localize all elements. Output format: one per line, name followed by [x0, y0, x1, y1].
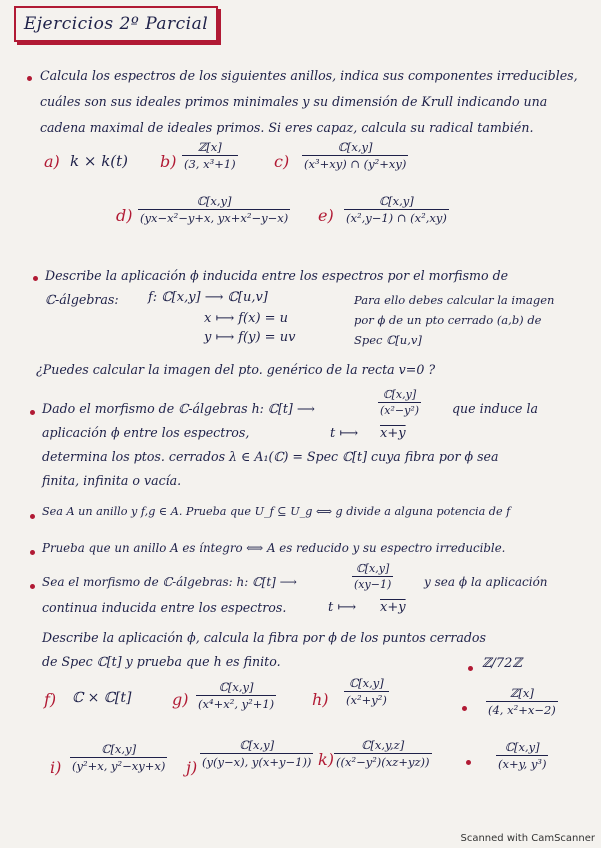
- fraction-bar: [486, 701, 558, 702]
- item-c-den: (x³+xy) ∩ (y²+xy): [304, 157, 407, 172]
- item-f-expr: ℂ × ℂ[t]: [72, 690, 132, 706]
- item-c-label: c): [274, 152, 290, 171]
- zx-num: ℤ[x]: [509, 686, 534, 700]
- item-g-label: g): [172, 690, 189, 709]
- item-b-fraction: [182, 140, 238, 171]
- item-k-den: ((x²−y²)(xz+yz)): [336, 755, 430, 770]
- z72-ring: ℤ/72ℤ: [482, 656, 522, 671]
- ex6-line-1: Sea el morfismo de ℂ-álgebras: h: ℂ[t] ⟶: [42, 575, 297, 589]
- ex3-line-3: determina los ptos. cerrados λ ∈ A₁(ℂ) = Spec ℂ[t] cuya fibra por ϕ sea: [42, 449, 499, 464]
- ex2-side-note-1: Para ello debes calcular la imagen: [354, 293, 555, 307]
- ex2-line-1: Describe la aplicación ϕ inducida entre los espectros por el morfismo de: [45, 268, 509, 283]
- fraction-bar: [196, 695, 276, 696]
- item-e-label: e): [318, 206, 334, 225]
- fraction-bar: [138, 209, 290, 210]
- fraction-bar: [182, 155, 238, 156]
- ex2-side-note-2: por ϕ de un pto cerrado (a,b) de: [354, 313, 542, 327]
- item-a-label: a): [44, 152, 60, 171]
- ex3-line-4: finita, infinita o vacía.: [42, 473, 182, 488]
- bullet: [27, 76, 32, 81]
- item-d-fraction: [138, 194, 290, 225]
- item-j-label: j): [186, 758, 198, 777]
- item-h-label: h): [312, 690, 329, 709]
- cxy-num: ℂ[x,y]: [504, 740, 540, 754]
- item-e-num: ℂ[x,y]: [379, 194, 414, 208]
- zx-ring-fraction: [486, 686, 558, 717]
- item-h-den: (x²+y²): [346, 693, 387, 708]
- item-c-fraction: [302, 140, 408, 171]
- ex2-map-x: x ⟼ f(x) = u: [204, 311, 289, 326]
- item-k-label: k): [318, 750, 334, 769]
- item-e-den: (x²,y−1) ∩ (x²,xy): [346, 211, 447, 226]
- ex2-question: ¿Puedes calcular la imagen del pto. genérico de la recta v=0 ?: [36, 362, 436, 377]
- ex6-line-3: Describe la aplicación ϕ, calcula la fibra por ϕ de los puntos cerrados: [42, 630, 486, 645]
- item-b-label: b): [160, 152, 177, 171]
- bullet: [30, 550, 35, 555]
- bullet: [30, 584, 35, 589]
- ex3-line-1-tail: que induce la: [452, 401, 538, 416]
- ex5-line: Prueba que un anillo A es íntegro ⟺ A es reducido y su espectro irreducible.: [42, 541, 506, 555]
- item-b-den: (3, x³+1): [184, 157, 236, 172]
- item-d-label: d): [116, 206, 133, 225]
- fraction-bar: [200, 753, 313, 754]
- item-j-num: ℂ[x,y]: [239, 738, 275, 752]
- ex3-frac-den: (x²−y²): [380, 404, 420, 418]
- ex2-line-2: ℂ-álgebras:: [45, 292, 119, 307]
- ex6-codomain-fraction: [352, 562, 393, 591]
- item-h-num: ℂ[x,y]: [349, 676, 384, 690]
- item-i-den: (y²+x, y²−xy+x): [72, 759, 166, 774]
- item-k-fraction: [334, 738, 432, 769]
- item-k-num: ℂ[x,y,z]: [361, 738, 405, 752]
- item-i-num: ℂ[x,y]: [101, 742, 137, 756]
- ex3-line-1: Dado el morfismo de ℂ-álgebras h: ℂ[t] ⟶: [42, 401, 315, 416]
- ex6-frac-den: (xy−1): [354, 578, 392, 592]
- fraction-bar: [496, 755, 548, 756]
- item-d-num: ℂ[x,y]: [196, 194, 232, 208]
- page-title: [14, 6, 218, 42]
- item-j-fraction: [200, 738, 313, 769]
- ex1-line-2: cuáles son sus ideales primos minimales y su dimensión de Krull indicando una: [40, 94, 548, 109]
- ex1-line-1: Calcula los espectros de los siguientes anillos, indica sus componentes irreducibles,: [40, 68, 578, 83]
- ex3-map-image: x+y: [380, 426, 406, 441]
- cxy-den: (x+y, y³): [498, 757, 547, 772]
- ex4-line: Sea A un anillo y f,g ∈ A. Prueba que U_f ⊆ U_g ⟺ g divide a alguna potencia de f: [42, 505, 511, 518]
- zx-den: (4, x²+x−2): [488, 703, 556, 718]
- item-j-den: (y(y−x), y(x+y−1)): [202, 755, 312, 770]
- bullet: [466, 760, 471, 765]
- ex6-map-t: t ⟼: [328, 600, 356, 615]
- ex6-frac-num: ℂ[x,y]: [356, 562, 390, 575]
- item-g-num: ℂ[x,y]: [218, 680, 254, 694]
- bullet: [30, 514, 35, 519]
- bullet: [33, 276, 38, 281]
- item-d-den: (yx−x²−y+x, yx+x²−y−x): [140, 211, 289, 226]
- item-b-num: ℤ[x]: [197, 140, 222, 154]
- item-a-expr: k × k(t): [70, 152, 129, 170]
- ex6-line-2: continua inducida entre los espectros.: [42, 600, 287, 615]
- item-f-label: f): [44, 690, 57, 709]
- bullet: [30, 410, 35, 415]
- fraction-bar: [352, 576, 393, 577]
- fraction-bar: [334, 753, 432, 754]
- ex3-map-t: t ⟼: [330, 426, 358, 441]
- ex2-map-y: y ⟼ f(y) = uv: [204, 330, 296, 345]
- item-h-fraction: [344, 676, 389, 707]
- cxy-ring-fraction: [496, 740, 548, 771]
- ex6-map-image: x+y: [380, 600, 406, 615]
- bullet: [468, 666, 473, 671]
- page-title-text: Ejercicios 2º Parcial: [23, 14, 209, 34]
- fraction-bar: [344, 691, 389, 692]
- item-c-num: ℂ[x,y]: [337, 140, 373, 154]
- ex3-line-2: aplicación ϕ entre los espectros,: [42, 425, 250, 440]
- ex3-frac-num: ℂ[x,y]: [382, 388, 417, 401]
- fraction-bar: [70, 757, 167, 758]
- scanner-watermark: Scanned with CamScanner: [460, 833, 595, 844]
- item-g-den: (x⁴+x², y²+1): [198, 697, 275, 712]
- ex3-codomain-fraction: [378, 388, 421, 417]
- fraction-bar: [344, 209, 449, 210]
- fraction-bar: [378, 402, 421, 403]
- item-g-fraction: [196, 680, 276, 711]
- item-i-label: i): [50, 758, 62, 777]
- bullet: [462, 706, 467, 711]
- ex1-line-3: cadena maximal de ideales primos. Si eres capaz, calcula su radical también.: [40, 120, 534, 135]
- ex2-side-note-3: Spec ℂ[u,v]: [354, 333, 422, 347]
- item-e-fraction: [344, 194, 449, 225]
- ex2-map-head: f: ℂ[x,y] ⟶ ℂ[u,v]: [148, 290, 268, 305]
- item-i-fraction: [70, 742, 167, 773]
- ex6-line-1-tail: y sea ϕ la aplicación: [424, 575, 548, 589]
- ex6-line-4: de Spec ℂ[t] y prueba que h es finito.: [42, 654, 281, 669]
- fraction-bar: [302, 155, 408, 156]
